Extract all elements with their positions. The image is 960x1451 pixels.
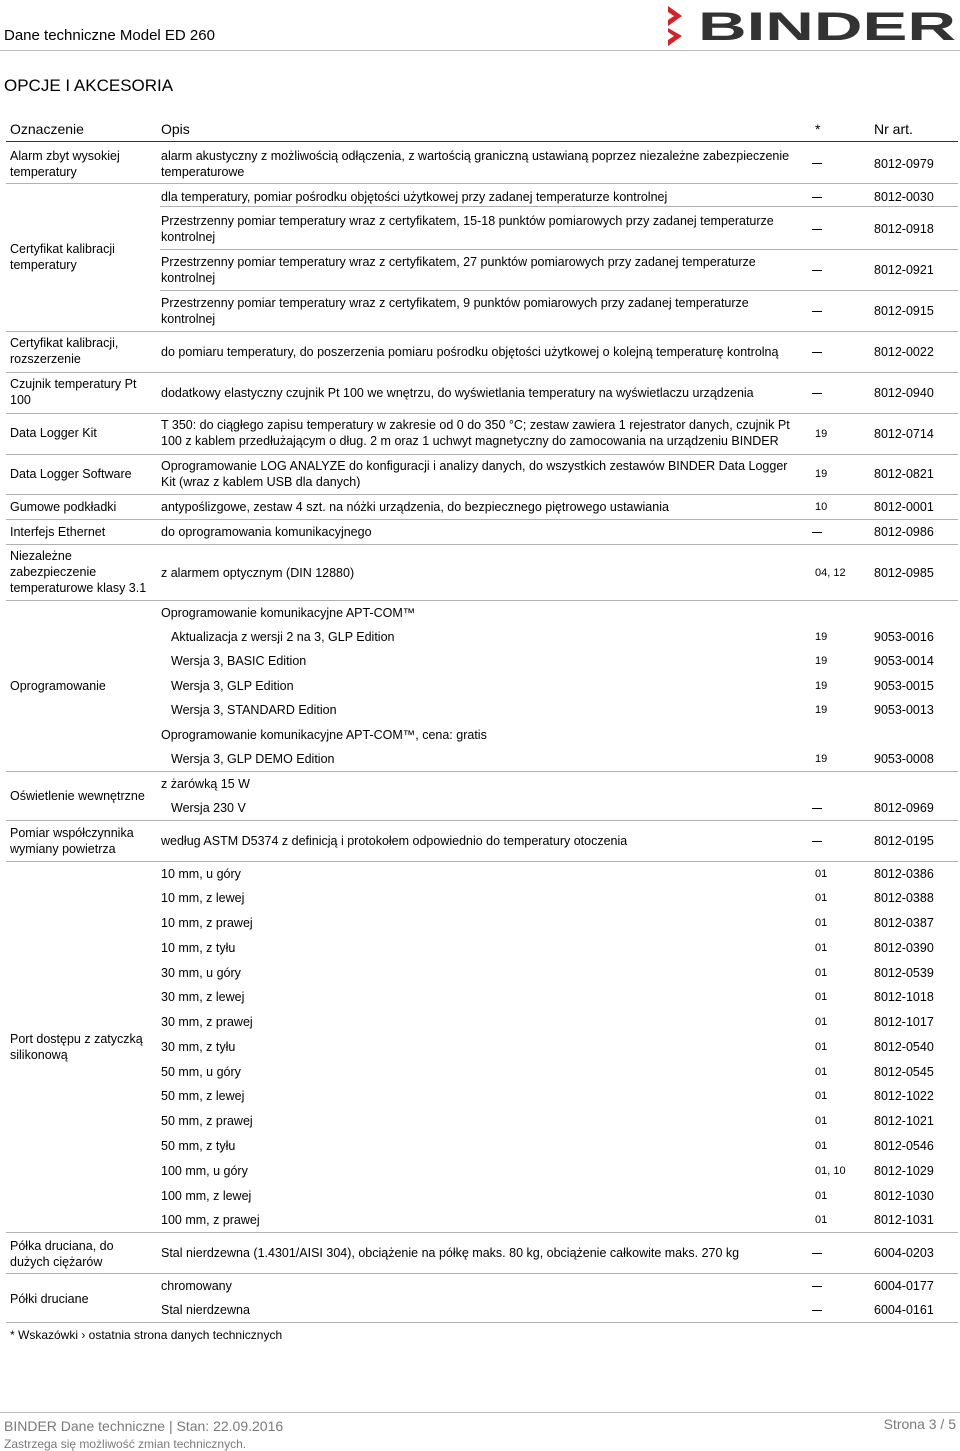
note-ref: 19 [815, 468, 828, 480]
no-note-dash [812, 1286, 822, 1287]
label-rubber-pads: Gumowe podkładki [10, 500, 117, 514]
header-divider [6, 141, 958, 142]
row-desc: Wersja 3, GLP Edition [171, 679, 294, 693]
note-ref: 01 [815, 967, 828, 979]
article-number: 9053-0015 [874, 679, 934, 693]
note-ref: 19 [815, 680, 828, 692]
no-note-dash [812, 352, 822, 353]
row-desc: 100 mm, u góry [161, 1164, 248, 1178]
article-number: 8012-0539 [874, 966, 934, 980]
note-ref: 01 [815, 991, 828, 1003]
article-number: 9053-0013 [874, 703, 934, 717]
article-number: 8012-0979 [874, 157, 934, 171]
row-divider [6, 1273, 958, 1274]
row-desc: 100 mm, z prawej [161, 1213, 260, 1227]
label-safety-device: Niezależne zabezpieczenie temperaturowe klasy 3.1 [10, 549, 147, 595]
label-data-logger-kit: Data Logger Kit [10, 426, 97, 440]
no-note-dash [812, 532, 822, 533]
article-number: 8012-1030 [874, 1189, 934, 1203]
no-note-dash [812, 270, 822, 271]
article-number: 8012-1022 [874, 1089, 934, 1103]
article-number: 8012-0388 [874, 891, 934, 905]
row-desc: Oprogramowanie komunikacyjne APT-COM™, cena: gratis [161, 728, 487, 742]
no-note-dash [812, 197, 822, 198]
article-number: 8012-0940 [874, 386, 934, 400]
no-note-dash [812, 1253, 822, 1254]
no-note-dash [812, 311, 822, 312]
article-number: 8012-0546 [874, 1139, 934, 1153]
article-number: 6004-0161 [874, 1303, 934, 1317]
note-ref: 01 [815, 1090, 828, 1102]
row-desc: 30 mm, u góry [161, 966, 241, 980]
label-air-exchange: Pomiar współczynnika wymiany powietrza [10, 826, 134, 856]
label-data-logger-software: Data Logger Software [10, 467, 132, 481]
row-desc: Przestrzenny pomiar temperatury wraz z certyfikatem, 9 punktów pomiarowych przy zadanej temperaturze kontrolnej [161, 296, 749, 326]
article-number: 6004-0203 [874, 1246, 934, 1260]
row-desc: 50 mm, z prawej [161, 1114, 253, 1128]
label-ethernet: Interfejs Ethernet [10, 525, 106, 539]
row-desc: 50 mm, z tyłu [161, 1139, 236, 1153]
row-divider [6, 861, 958, 862]
article-number: 8012-0985 [874, 566, 934, 580]
header-rule [0, 50, 960, 51]
row-divider [160, 206, 958, 207]
section-title: OPCJE I AKCESORIA [4, 76, 174, 95]
footnote: * Wskazówki › ostatnia strona danych technicznych [10, 1328, 283, 1342]
note-ref: 01 [815, 942, 828, 954]
label-calibration-cert: Certyfikat kalibracji temperatury [10, 242, 115, 272]
no-note-dash [812, 841, 822, 842]
logo-text: BINDER [698, 6, 957, 46]
row-desc: chromowany [161, 1279, 232, 1293]
note-ref: 10 [815, 501, 828, 513]
footer-rule [0, 1412, 960, 1413]
logo-mark [668, 6, 682, 26]
row-divider [6, 544, 958, 545]
label-interior-light: Oświetlenie wewnętrzne [10, 789, 145, 803]
row-desc: dodatkowy elastyczny czujnik Pt 100 we wnętrzu, do wyświetlania temperatury na wyświetlaczu urządzenia [161, 386, 754, 400]
row-desc: 30 mm, z tyłu [161, 1040, 236, 1054]
row-divider [6, 1232, 958, 1233]
row-divider [6, 600, 958, 601]
row-divider [160, 290, 958, 291]
row-desc: 50 mm, z lewej [161, 1089, 245, 1103]
col-header-name: Oznaczenie [10, 121, 84, 137]
note-ref: 19 [815, 655, 828, 667]
row-divider [6, 494, 958, 495]
col-header-note: * [815, 121, 821, 137]
row-desc: Wersja 3, STANDARD Edition [171, 703, 337, 717]
row-desc: Wersja 230 V [171, 801, 246, 815]
row-divider [6, 1322, 958, 1323]
article-number: 8012-0195 [874, 834, 934, 848]
row-divider [6, 820, 958, 821]
article-number: 8012-1029 [874, 1164, 934, 1178]
row-desc: z alarmem optycznym (DIN 12880) [161, 566, 355, 580]
row-divider [6, 413, 958, 414]
note-ref: 01 [815, 1140, 828, 1152]
label-access-port: Port dostępu z zatyczką silikonową [10, 1032, 143, 1062]
article-number: 9053-0008 [874, 752, 934, 766]
row-desc: antypoślizgowe, zestaw 4 szt. na nóżki urządzenia, do bezpiecznego piętrowego ustawiania [161, 500, 669, 514]
note-ref: 01 [815, 1066, 828, 1078]
article-number: 8012-0386 [874, 867, 934, 881]
no-note-dash [812, 808, 822, 809]
row-desc: Przestrzenny pomiar temperatury wraz z certyfikatem, 27 punktów pomiarowych przy zadanej temperaturze kontrolnej [161, 255, 756, 285]
note-ref: 19 [815, 631, 828, 643]
note-ref: 01 [815, 1041, 828, 1053]
article-number: 8012-0986 [874, 525, 934, 539]
row-divider [6, 331, 958, 332]
page-number: Strona 3 / 5 [883, 1416, 956, 1432]
row-desc: 30 mm, z lewej [161, 990, 245, 1004]
label-overtemp-alarm: Alarm zbyt wysokiej temperatury [10, 149, 120, 179]
row-desc: z żarówką 15 W [161, 777, 250, 791]
article-number: 8012-0001 [874, 500, 934, 514]
row-desc: Przestrzenny pomiar temperatury wraz z certyfikatem, 15-18 punktów pomiarowych przy zadanej temperaturze kontrolnej [161, 214, 774, 244]
article-number: 8012-0030 [874, 190, 934, 204]
row-desc: 10 mm, z lewej [161, 891, 245, 905]
article-number: 8012-0821 [874, 467, 934, 481]
row-desc: Wersja 3, GLP DEMO Edition [171, 752, 335, 766]
row-desc: 10 mm, z prawej [161, 916, 253, 930]
footer-disclaimer: Zastrzega się możliwość zmian technicznych. [4, 1437, 247, 1451]
label-software: Oprogramowanie [10, 679, 106, 693]
article-number: 8012-0540 [874, 1040, 934, 1054]
row-desc: 50 mm, u góry [161, 1065, 241, 1079]
article-number: 8012-0915 [874, 304, 934, 318]
note-ref: 01 [815, 1214, 828, 1226]
row-desc: alarm akustyczny z możliwością odłączenia, z wartością graniczną ustawianą poprzez niezależne zabezpieczenie temperaturowe [161, 149, 790, 179]
col-header-art: Nr art. [874, 121, 913, 137]
note-ref: 01, 10 [815, 1165, 846, 1177]
article-number: 8012-0714 [874, 427, 934, 441]
article-number: 8012-1017 [874, 1015, 934, 1029]
article-number: 8012-0545 [874, 1065, 934, 1079]
row-desc: do pomiaru temperatury, do poszerzenia pomiaru pośrodku objętości użytkowej o kolejną temperaturę kontrolną [161, 345, 779, 359]
article-number: 8012-0921 [874, 263, 934, 277]
no-note-dash [812, 163, 822, 164]
article-number: 6004-0177 [874, 1279, 934, 1293]
article-number: 8012-1031 [874, 1213, 934, 1227]
no-note-dash [812, 1310, 822, 1311]
row-desc: Stal nierdzewna [161, 1303, 250, 1317]
article-number: 8012-0022 [874, 345, 934, 359]
article-number: 8012-1018 [874, 990, 934, 1004]
label-calibration-ext: Certyfikat kalibracji, rozszerzenie [10, 336, 119, 366]
row-divider [6, 183, 958, 184]
note-ref: 01 [815, 1190, 828, 1202]
label-wire-shelves: Półki druciane [10, 1292, 89, 1306]
row-divider [6, 372, 958, 373]
row-desc: 10 mm, z tyłu [161, 941, 236, 955]
article-number: 8012-0387 [874, 916, 934, 930]
note-ref: 01 [815, 1016, 828, 1028]
row-desc: Wersja 3, BASIC Edition [171, 654, 307, 668]
article-number: 8012-0969 [874, 801, 934, 815]
article-number: 9053-0016 [874, 630, 934, 644]
row-desc: Aktualizacja z wersji 2 na 3, GLP Edition [171, 630, 395, 644]
row-desc: według ASTM D5374 z definicją i protokołem odpowiednio do temperatury otoczenia [161, 834, 628, 848]
note-ref: 19 [815, 753, 828, 765]
row-desc: Stal nierdzewna (1.4301/AISI 304), obciążenie na półkę maks. 80 kg, obciążenie całkowite maks. 270 kg [161, 1246, 740, 1260]
note-ref: 01 [815, 1115, 828, 1127]
col-header-desc: Opis [161, 121, 190, 137]
note-ref: 01 [815, 868, 828, 880]
row-desc: dla temperatury, pomiar pośrodku objętości użytkowej przy zadanej temperaturze kontrolnej [161, 190, 668, 204]
row-desc: 100 mm, z lewej [161, 1189, 252, 1203]
row-divider [6, 519, 958, 520]
note-ref: 01 [815, 892, 828, 904]
row-desc: T 350: do ciągłego zapisu temperatury w zakresie od 0 do 350 °C; zestaw zawiera 1 rejestrator danych, czujnik Pt 100 z kablem przedłużającym o dług. 2 m oraz 1 uchwyt magnetyczny do zamocowania na urządzeniu BINDER [161, 418, 790, 448]
row-desc: 10 mm, u góry [161, 867, 241, 881]
label-pt100-sensor: Czujnik temperatury Pt 100 [10, 377, 137, 407]
row-divider [6, 771, 958, 772]
article-number: 8012-0390 [874, 941, 934, 955]
article-number: 9053-0014 [874, 654, 934, 668]
binder-logo [668, 6, 958, 46]
footer-doc-info: BINDER Dane techniczne | Stan: 22.09.2016 [4, 1418, 284, 1434]
no-note-dash [812, 229, 822, 230]
note-ref: 01 [815, 917, 828, 929]
row-desc: Oprogramowanie LOG ANALYZE do konfiguracji i analizy danych, do wszystkich zestawów BINDER Data Logger Kit (wraz z kablem USB dla danych) [161, 459, 788, 489]
note-ref: 19 [815, 704, 828, 716]
row-desc: Oprogramowanie komunikacyjne APT-COM™ [161, 606, 416, 620]
article-number: 8012-1021 [874, 1114, 934, 1128]
label-wire-shelf-heavy: Półka druciana, do dużych ciężarów [10, 1239, 114, 1269]
note-ref: 19 [815, 428, 828, 440]
row-desc: do oprogramowania komunikacyjnego [161, 525, 372, 539]
row-desc: 30 mm, z prawej [161, 1015, 253, 1029]
row-divider [6, 454, 958, 455]
document-title: Dane techniczne Model ED 260 [4, 27, 215, 44]
note-ref: 04, 12 [815, 567, 846, 579]
no-note-dash [812, 393, 822, 394]
row-divider [160, 249, 958, 250]
article-number: 8012-0918 [874, 222, 934, 236]
